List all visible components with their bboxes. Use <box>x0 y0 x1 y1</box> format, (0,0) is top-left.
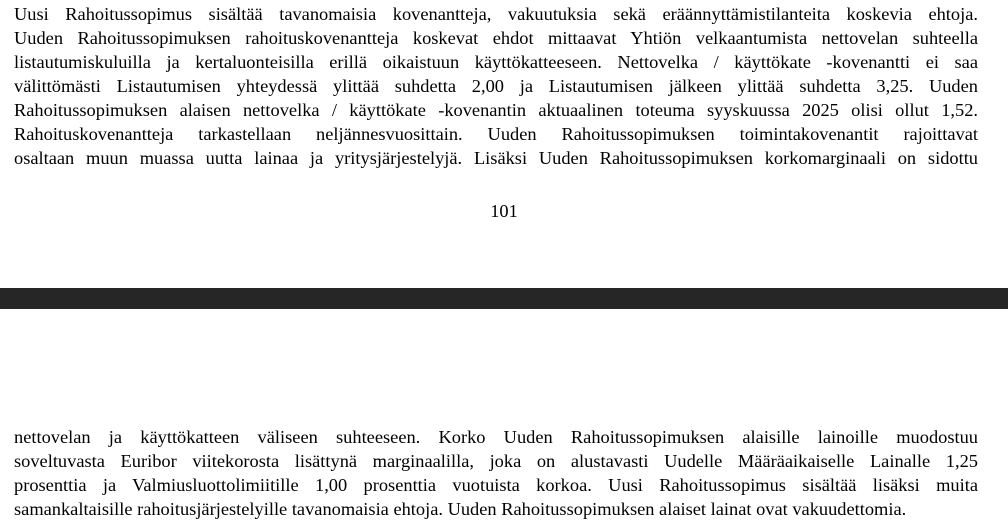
paragraph-line: samankaltaisille rahoitusjärjestelyille tavanomaisia ehtoja. Uuden Rahoitussopimuksen alaiset lainat ovat vakuudettomia. <box>14 499 907 519</box>
paragraph-line: Rahoituskovenantteja tarkastellaan neljännesvuosittain. Uuden Rahoitussopimuksen toimintakovenantit rajoittavat <box>14 124 978 144</box>
page-number: 101 <box>490 201 518 221</box>
document-page-102 <box>0 309 1008 525</box>
paragraph-line: Rahoitussopimuksen alaisen nettovelka / käyttökate -kovenantin aktuaalinen toteuma syyskuussa 2025 olisi ollut 1,52. <box>14 100 978 120</box>
paragraph-line: Uusi Rahoitussopimus sisältää tavanomaisia kovenantteja, vakuutuksia sekä eräännyttämistilanteita koskevia ehtoja. <box>14 4 978 24</box>
paragraph-line: listautumiskuluilla ja kertaluonteisilla erillä oikaistuun käyttökatteeseen. Nettovelka / käyttökate -kovenantti ei saa <box>14 52 978 72</box>
paragraph-line: soveltuvasta Euribor viitekorosta lisättynä marginaalilla, joka on alustavasti Uudelle Määräaikaiselle Lainalle 1,25 <box>14 451 978 471</box>
page-separator <box>0 288 1008 309</box>
paragraph-line: Uuden Rahoitussopimuksen rahoituskovenantteja koskevat ehdot mittaavat Yhtiön velkaantumista nettovelan suhteella <box>14 28 978 48</box>
paragraph-line: osaltaan muun muassa uutta lainaa ja yritysjärjestelyjä. Lisäksi Uuden Rahoitussopimuksen korkomarginaali on sidottu <box>14 148 978 168</box>
paragraph-line: prosenttia ja Valmiusluottolimiitille 1,00 prosenttia vuotuista korkoa. Uusi Rahoitussopimus sisältää lisäksi muita <box>14 475 978 495</box>
paragraph-line: välittömästi Listautumisen yhteydessä ylittää suhdetta 2,00 ja Listautumisen jälkeen ylittää suhdetta 3,25. Uuden <box>14 76 978 96</box>
paragraph-line: nettovelan ja käyttökatteen väliseen suhteeseen. Korko Uuden Rahoitussopimuksen alaisille lainoille muodostuu <box>14 427 978 447</box>
